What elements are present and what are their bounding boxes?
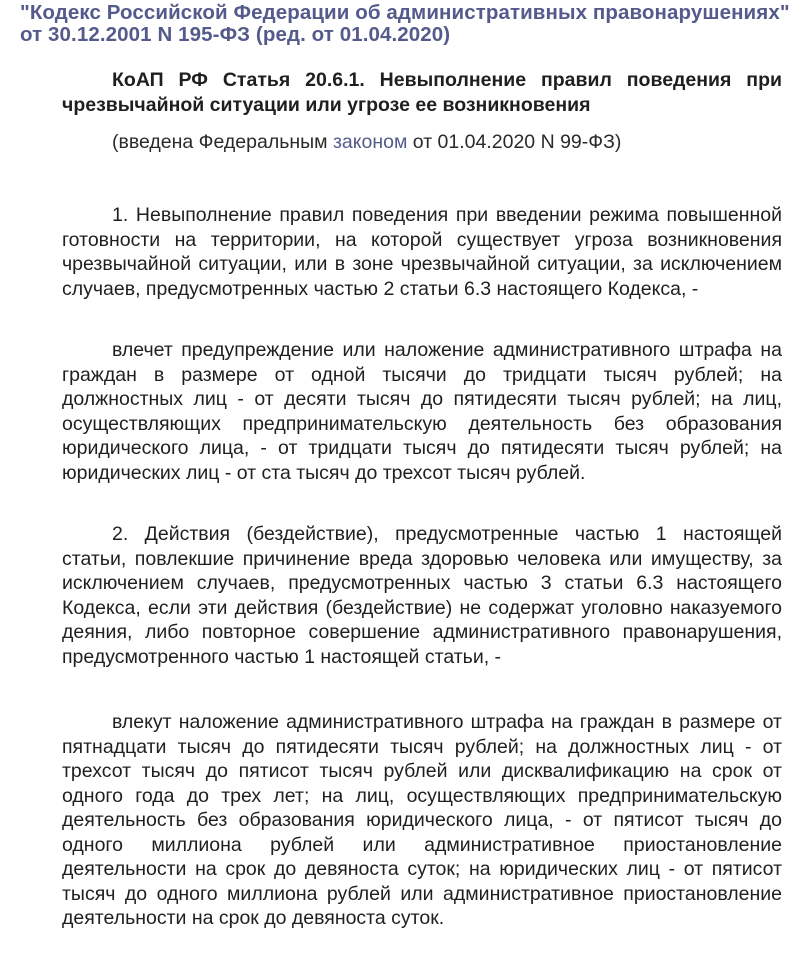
- paragraph-penalty-1: влечет предупреждение или наложение административного штрафа на граждан в размере от одной тысячи до тридцати тысяч рублей; на должностных лиц - от десяти тысяч до пятидесяти тысяч рублей; на лиц, осуществляющих предпринимательскую деятельность без образования юридического лица, - от тридцати тысяч до пятидесяти тысяч рублей; на юридических лиц - от ста тысяч до трехсот тысяч рублей.: [62, 339, 782, 484]
- paragraph-part-1: 1. Невыполнение правил поведения при введении режима повышенной готовности на территории, на которой существует угроза возникновения чрезвычайной ситуации, или в зоне чрезвычайной ситуации, за исключением случаев, предусмотренных частью 2 статьи 6.3 настоящего Кодекса, -: [62, 204, 782, 300]
- document-header: [20, 2, 790, 46]
- intro-note-after: от 01.04.2020 N 99-ФЗ): [407, 131, 622, 153]
- law-link[interactable]: законом: [332, 131, 408, 153]
- paragraph-penalty-2: влекут наложение административного штрафа на граждан в размере от пятнадцати тысяч до пятидесяти тысяч рублей; на должностных лиц - от трехсот тысяч до пятисот тысяч рублей или дисквалификацию на срок от одного года до трех лет; на лиц, осуществляющих предпринимательскую деятельность без образования юридического лица, - от пятисот тысяч до одного миллиона рублей или административное приостановление деятельности на срок до девяноста суток; на юридических лиц - от пятисот тысяч до одного миллиона рублей или административное приостановление деятельности на срок до девяноста суток.: [62, 711, 782, 929]
- document-header-line-1: "Кодекс Российской Федерации об административных правонарушениях": [20, 1, 790, 24]
- intro-note-before: (введена Федеральным: [112, 131, 333, 153]
- document-header-line-2: от 30.12.2001 N 195-ФЗ (ред. от 01.04.2020): [20, 23, 451, 46]
- paragraph-part-2: 2. Действия (бездействие), предусмотренные частью 1 настоящей статьи, повлекшие причинение вреда здоровью человека или имуществу, за исключением случаев, предусмотренных частью 3 статьи 6.3 настоящего Кодекса, если эти действия (бездействие) не содержат уголовно наказуемого деяния, либо повторное совершение административного правонарушения, предусмотренного частью 1 настоящей статьи, -: [62, 523, 782, 668]
- article-intro-note: [112, 130, 621, 155]
- article-title: КоАП РФ Статья 20.6.1. Невыполнение правил поведения при чрезвычайной ситуации или угрозе ее возникновения: [62, 69, 782, 116]
